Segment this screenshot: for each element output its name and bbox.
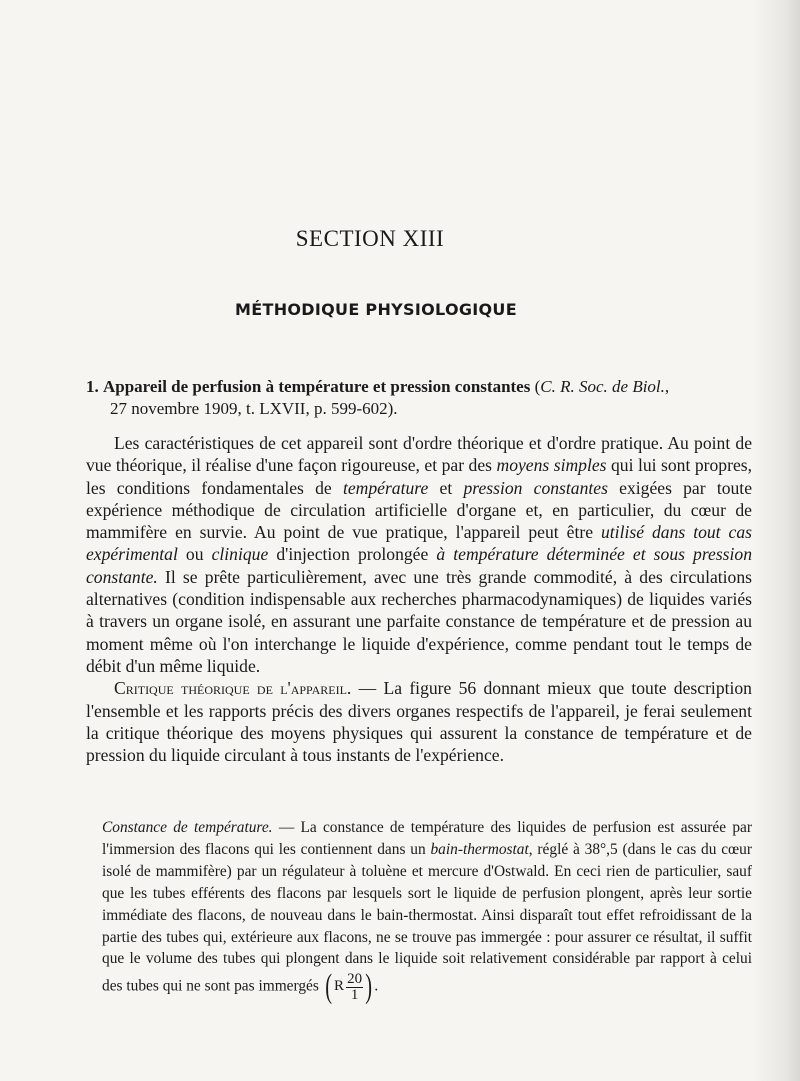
section-title: SECTION XIII — [295, 226, 445, 251]
temperature-heading: Constance de température. — [102, 819, 273, 836]
text-run: . — [374, 977, 379, 995]
entry-ref-details: 27 novembre 1909, t. LXVII, p. 599-602). — [110, 399, 398, 418]
paragraph-critique — [86, 677, 752, 766]
paragraph-characteristics — [86, 432, 752, 677]
text-run: Il se prête particulièrement, avec une très grande commodité, à des circulations alternatives (condition indispensable aux recherches pharmacodynamiques) de liquides variés à travers un organe isolé, en assurant une parfaite constance de température et de pression au moment même où l'on interchange le liquide d'expérience, comme pendant tout le temps de débit d'un même liquide. — [86, 566, 752, 676]
entry-ref-open: ( — [534, 377, 541, 396]
text-run: exigées par toute expérience méthodique de circulation artificielle d'organe et, en particulier, du cœur de mammifère en survie. Au point de vue pratique, l'appareil peut être — [86, 477, 753, 543]
critique-heading: Critique théorique de l'appareil. — [114, 678, 352, 699]
italic-run: clinique — [211, 544, 269, 565]
paragraph-temperature — [102, 817, 752, 1004]
entry-ref-journal: C. R. Soc. de Biol. — [540, 377, 665, 396]
text-run: , réglé à 38°,5 (dans le cas du cœur isolé de mammifère) par un régulateur à toluène et mercure d'Ostwald. En ceci rien de particulier, sauf que les tubes efférents des flacons par lesquels sort le liquide de perfusion plongent, après leur sortie immédiate des flacons, de nouveau dans le bain-thermostat. Ainsi disparaît tout effet refroidissant de la partie des tubes qui, extérieure aux flacons, ne se trouve pas immergée : pour assurer ce résultat, il suffit que le volume des tubes qui plongent dans le liquide soit relativement considérable par rapport à celui des tubes qui ne sont pas immergés — [102, 840, 752, 995]
bibliographic-entry — [86, 376, 752, 420]
text-run: Les caractéristiques de cet appareil sont d'ordre théorique et d'ordre pratique. Au point de vue théorique, il réalise d'une façon rigoureuse, et par des — [86, 433, 752, 476]
formula-paren-close: ) — [365, 968, 373, 1006]
entry-ref-comma: , — [664, 377, 670, 396]
main-text — [86, 432, 752, 766]
entry-line-1 — [86, 376, 752, 398]
text-run: ou — [177, 544, 212, 565]
formula-paren-open: ( — [324, 968, 332, 1006]
formula-numerator: 20 — [347, 970, 363, 987]
ratio-formula — [323, 970, 375, 1004]
italic-run: température — [342, 477, 429, 498]
critique-text: — La figure 56 donnant mieux que toute description l'ensemble et les rapports précis des divers organes respectifs de l'appareil, je ferai seulement la critique théorique des moyens physiques qui assurent la constance de température et de pression du liquide circulant à tous instants de l'expérience. — [86, 678, 752, 766]
note-text — [102, 817, 752, 1004]
section-subtitle: MÉTHODIQUE PHYSIOLOGIQUE — [235, 300, 517, 319]
italic-run: pression constantes — [463, 477, 608, 498]
text-run: — La constance de température des liquides de perfusion est assurée par l'immersion des flacons qui les contiennent dans un — [102, 819, 753, 858]
formula-base: R — [334, 978, 345, 995]
page-edge-shadow — [752, 0, 800, 1081]
text-run: qui lui sont propres, les conditions fondamentales de — [86, 455, 752, 498]
italic-run: à température déterminée et sous pression constante. — [86, 544, 753, 587]
formula-denominator: 1 — [350, 986, 359, 1003]
italic-run: moyens simples — [496, 455, 607, 476]
italic-run: utilisé dans tout cas expérimental — [86, 522, 753, 565]
formula-fraction — [346, 972, 363, 1003]
text-run: et — [428, 477, 464, 498]
italic-run: bain-thermostat — [430, 840, 529, 858]
entry-title: Appareil de perfusion à température et pression constantes — [103, 377, 531, 396]
entry-number: 1. — [86, 377, 99, 396]
text-run: d'injection prolongée — [268, 544, 437, 565]
